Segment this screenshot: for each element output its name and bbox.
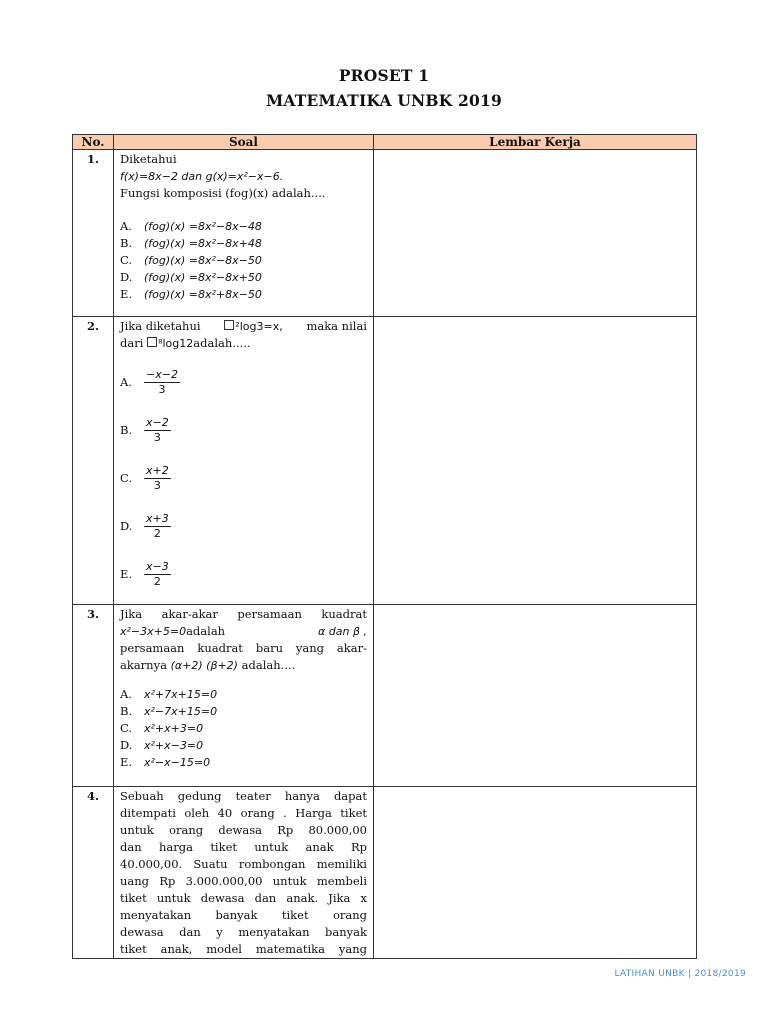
q3-option-e: E. x²−x−15=0 xyxy=(120,755,211,769)
question-3 xyxy=(114,605,374,787)
q1-intro: Diketahui xyxy=(120,152,177,166)
q4-line: menyatakan banyak tiket orang xyxy=(120,908,367,922)
q2-option-e: E. $\frac{x-3}{2}$ xyxy=(120,559,169,588)
question-row-4 xyxy=(73,787,697,959)
q3-option-d: D. x²+x−3=0 xyxy=(120,738,204,752)
q1-option-c: C. (fog)(x) =8x²−8x−50 xyxy=(120,253,262,267)
q2-option-a: A. $\frac{-x-2}{3}$ xyxy=(120,367,178,396)
missing-glyph-icon xyxy=(147,337,157,347)
q4-line: dan harga tiket untuk anak Rp xyxy=(120,840,367,854)
q1-option-e: E. (fog)(x) =8x²+8x−50 xyxy=(120,287,262,301)
question-4 xyxy=(114,787,374,959)
q4-line: 40.000,00. Suatu rombongan memiliki xyxy=(120,857,367,871)
q1-ask: Fungsi komposisi (fog)(x) adalah.... xyxy=(120,186,326,200)
header-soal: Soal xyxy=(114,135,374,150)
header-lembar-kerja: Lembar Kerja xyxy=(374,135,697,150)
question-row-3 xyxy=(73,605,697,787)
q3-option-a: A. x²+7x+15=0 xyxy=(120,687,218,701)
table-header-row xyxy=(73,135,697,150)
q3-option-b: B. x²−7x+15=0 xyxy=(120,704,218,718)
q2-option-d: D. $\frac{x+3}{2}$ xyxy=(120,511,169,540)
header-no: No. xyxy=(73,135,114,150)
question-number: 1. xyxy=(73,150,114,317)
q2-option-c: C. $\frac{x+2}{3}$ xyxy=(120,463,169,492)
q4-line: dewasa dan y menyatakan banyak xyxy=(120,925,367,939)
q4-line: ditempati oleh 40 orang . Harga tiket xyxy=(120,806,367,820)
q2-option-b: B. $\frac{x-2}{3}$ xyxy=(120,415,169,444)
question-2 xyxy=(114,317,374,605)
q2-line2: dari ⁸log12adalah..... xyxy=(120,336,251,350)
q4-line: Sebuah gedung teater hanya dapat xyxy=(120,789,367,803)
q3-line4: akarnya (α+2) (β+2) adalah.... xyxy=(120,658,296,672)
q4-line: tiket anak, model matematika yang xyxy=(120,942,367,956)
q3-line1: Jika akar-akar persamaan kuadrat xyxy=(120,607,367,621)
q3-line2: x²−3x+5=0adalah α dan β , xyxy=(120,624,367,638)
question-row-1 xyxy=(73,150,697,317)
q4-line: tiket untuk dewasa dan anak. Jika x xyxy=(120,891,367,905)
answer-workspace-1[interactable] xyxy=(374,150,697,317)
answer-workspace-4[interactable] xyxy=(374,787,697,959)
q3-option-c: C. x²+x+3=0 xyxy=(120,721,204,735)
question-number: 3. xyxy=(73,605,114,787)
q1-option-d: D. (fog)(x) =8x²−8x+50 xyxy=(120,270,262,284)
question-number: 2. xyxy=(73,317,114,605)
page-title-1: PROSET 1 xyxy=(338,66,430,85)
q3-line3: persamaan kuadrat baru yang akar- xyxy=(120,641,367,655)
page-title-2: MATEMATIKA UNBK 2019 xyxy=(266,91,502,110)
q1-option-a: A. (fog)(x) =8x²−8x−48 xyxy=(120,219,262,233)
missing-glyph-icon xyxy=(224,320,234,330)
answer-workspace-2[interactable] xyxy=(374,317,697,605)
q1-option-b: B. (fog)(x) =8x²−8x+48 xyxy=(120,236,262,250)
q4-line: uang Rp 3.000.000,00 untuk membeli xyxy=(120,874,367,888)
question-1 xyxy=(114,150,374,317)
footer-label: LATIHAN UNBK | 2018/2019 xyxy=(614,969,746,979)
q2-line1: Jika diketahui ²log3=x, maka nilai xyxy=(120,319,367,333)
answer-workspace-3[interactable] xyxy=(374,605,697,787)
q1-given: f(x)=8x−2 dan g(x)=x²−x−6. xyxy=(120,170,284,183)
question-row-2 xyxy=(73,317,697,605)
q4-line: untuk orang dewasa Rp 80.000,00 xyxy=(120,823,367,837)
question-number: 4. xyxy=(73,787,114,959)
worksheet-table xyxy=(72,134,697,959)
